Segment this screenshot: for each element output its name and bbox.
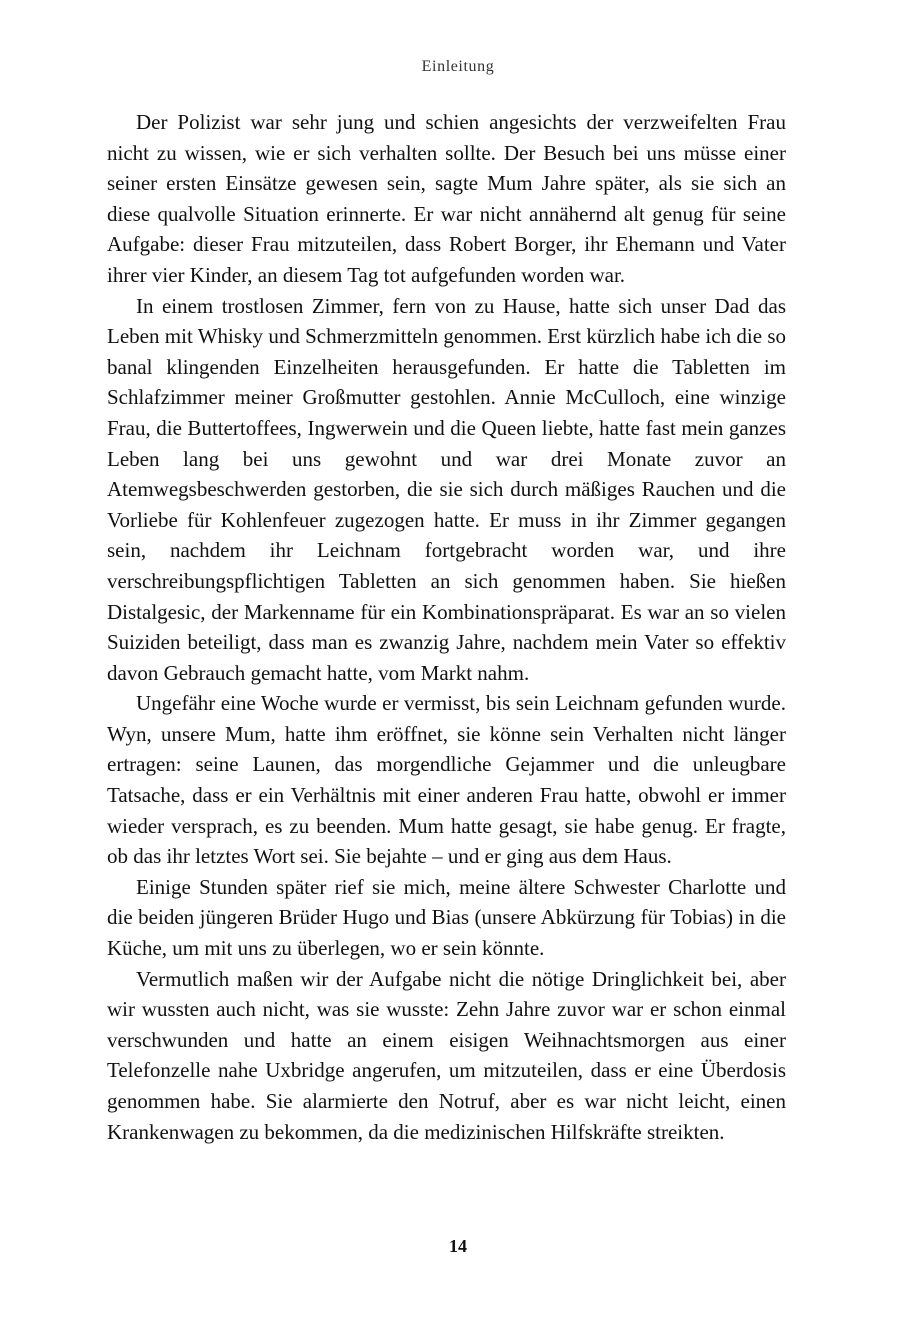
paragraph: Vermutlich maßen wir der Aufgabe nicht die nötige Dringlichkeit bei, aber wir wussten auch nicht, was sie wusste: Zehn Jahre zuvor war er schon einmal verschwunden und hatte an einem eisigen Weihnachtsmorgen aus einer Telefonzelle nahe Uxbridge angerufen, um mitzuteilen, dass er eine Überdosis genommen habe. Sie alarmierte den Notruf, aber es war nicht leicht, einen Krankenwagen zu bekommen, da die medizinischen Hilfskräfte streikten. — [107, 966, 786, 1144]
paragraph: Der Polizist war sehr jung und schien angesichts der verzweifelten Frau nicht zu wissen, wie er sich verhalten sollte. Der Besuch bei uns müsse einer seiner ersten Einsätze gewesen sein, sagte Mum Jahre später, als sie sich an diese qualvolle Situation erinnerte. Er war nicht annähernd alt genug für seine Aufgabe: dieser Frau mitzuteilen, dass Robert Borger, ihr Ehemann und Vater ihrer vier Kinder, an diesem Tag tot aufgefunden worden war. — [107, 110, 786, 287]
running-head: Einleitung — [421, 58, 495, 75]
paragraph: In einem trostlosen Zimmer, fern von zu Hause, hatte sich unser Dad das Leben mit Whisky und Schmerzmitteln genommen. Erst kürzlich habe ich die so banal klingenden Einzelheiten herausgefunden. Er hatte die Tabletten im Schlafzimmer meiner Großmutter gestohlen. Annie McCulloch, eine winzige Frau, die Buttertoffees, Ingwerwein und die Queen liebte, hatte fast mein ganzes Leben lang bei uns gewohnt und war drei Monate zuvor an Atemwegsbeschwerden gestorben, die sie sich durch mäßiges Rauchen und die Vorliebe für Kohlenfeuer zugezogen hatte. Er muss in ihr Zimmer gegangen sein, nachdem ihr Leichnam fortgebracht worden war, und ihre verschreibungspflichtigen Tabletten an sich genommen haben. Sie hießen Distalgesic, der Markenname für ein Kombinationspräparat. Es war an so vielen Suiziden beteiligt, dass man es zwanzig Jahre, nachdem mein Vater so effektiv davon Gebrauch gemacht hatte, vom Markt nahm. — [107, 293, 786, 685]
paragraph: Einige Stunden später rief sie mich, meine ältere Schwester Charlotte und die beiden jüngeren Brüder Hugo und Bias (unsere Abkürzung für Tobias) in die Küche, um mit uns zu überlegen, wo er sein könnte. — [107, 874, 786, 961]
paragraph: Ungefähr eine Woche wurde er vermisst, bis sein Leichnam gefunden wurde. Wyn, unsere Mum, hatte ihm eröffnet, sie könne sein Verhalten nicht länger ertragen: seine Launen, das morgendliche Gejammer und die unleugbare Tatsache, dass er ein Verhältnis mit einer anderen Frau hatte, obwohl er immer wieder versprach, es zu beenden. Mum hatte gesagt, sie habe genug. Er fragte, ob das ihr letztes Wort sei. Sie bejahte – und er ging aus dem Haus. — [107, 691, 786, 869]
page-number: 14 — [449, 1236, 467, 1256]
body-text — [107, 107, 786, 1147]
